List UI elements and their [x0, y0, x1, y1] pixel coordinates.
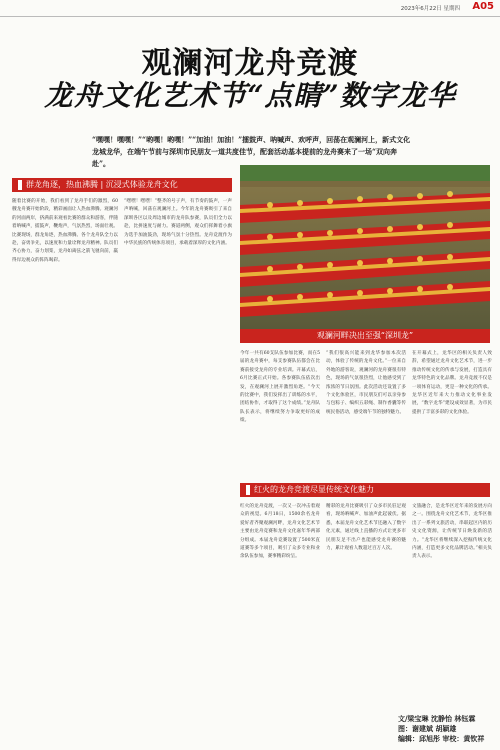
article-column: 精彩的龙舟比赛吸引了众多市民驻足观看，现场呐喊声、加油声此起彼伏。据悉，本届龙舟文化艺术节还融入了数字化元素，通过线上直播的方式让更多市民朋友足不出户也能感受龙舟赛的魅力，累计观看人数超过百万人次。 — [326, 504, 406, 552]
headline-main: 观澜河龙舟竞渡 — [141, 46, 359, 81]
lead-paragraph: “嘿嘿！嘿嘿！”“哟嘿！哟嘿！”“加油！加油！”擂鼓声、呐喊声、欢呼声，回荡在观澜河上，新式文化龙城龙华，在端午节前与深圳市民朋友一道共度佳节，配套活动基本提前的龙舟赛来了一场“双向奔赴”。 — [92, 135, 411, 168]
article-column: 文旅融合，是龙华区近年来的发展方向之一。围绕龙舟文化艺术节，龙华区推出了一系列文旅活动，串联起区内的历史文化资源，让传统节日焕发新的活力。“龙华区将继续深入挖掘传统文化内涵，打造更多文化品牌活动。”相关负责人表示。 — [412, 504, 492, 560]
page-header — [0, 0, 500, 17]
article-column: “嘿嘿！嘿嘿！”整齐的号子声，有节奏的鼓声，一声声呐喊，回荡在观澜河上。今年的龙舟赛吸引了来自深圳各区以及周边城市的龙舟队参赛，队员们全力以赴，比拼速度与耐力。赛道两侧，观众们挥舞着小旗为选手加油鼓劲，现场气氛十分热烈。龙舟竞渡作为中华民族的传统体育项目，承载着深厚的文化内涵。 — [124, 199, 232, 247]
section-banner-1 — [12, 178, 232, 192]
article-column: 红火的龙舟竞渡，一次又一次冲击着观众的视觉。6月18日，1500余名龙舟爱好者齐聚观澜河畔，龙舟文化艺术节主要由龙舟竞赛和龙舟文化嘉年华两部分组成。本届龙舟竞赛设置了500米直道赛等多个项目，吸引了众多专业和业余队伍参加，赛事精彩纷呈。 — [240, 504, 320, 560]
photo-caption: 观澜河畔决出至强“深圳龙” — [240, 329, 490, 343]
dragon-boat-photo — [240, 165, 490, 329]
article-column: 今年一共有60支队伍参加比赛，而在5届的龙舟赛中，每支参赛队伍都会在比赛前接受龙舟的专业培训。开幕式后，6月比赛正式开始。各参赛队伍依次出发，在观澜河上展开激烈角逐。“今天的比赛中，我们发挥出了训练的水平，团结协作，才取得了这个成绩。”龙舟队队长表示，将继续努力争取更好的成绩。 — [240, 351, 320, 424]
page-number: A05 — [472, 1, 494, 12]
section-marker-icon — [18, 180, 22, 190]
byline — [398, 714, 493, 744]
article-column: “我们很高兴能来到龙华参加本次活动，体验了传统的龙舟文化。”一位来自外地的游客说，观澜河的龙舟赛很有特色，现场的气氛很热烈，让他感受到了浓浓的节日氛围。此次活动还设置了多个文化体验区，市民朋友们可以亲身参与包粽子、编织五彩绳、制作香囊等传统民俗活动，感受端午节的独特魅力。 — [326, 351, 406, 415]
headline-sub: 龙舟文化艺术节“点睛”数字龙华 — [44, 79, 456, 112]
byline-writers: 文/梁宝琳 沈静怡 林钰霖 — [398, 714, 476, 723]
dragon-boat-image — [240, 165, 490, 329]
section-marker-icon — [246, 485, 250, 495]
section-title-2: 红火的龙舟竞渡尽显传统文化魅力 — [254, 485, 374, 494]
article-column: 随着比赛的开始，我们看到了龙舟手们的激烈，60艘龙舟赛开始阶段，精彩画面让人热血沸腾。观澜河的河面两岸，挤满前来观看比赛的群众和游客，伴随着呐喊声，擂鼓声，鞭炮声，气氛热烈，场面壮观。比赛现场，群龙角逐，热血沸腾。各个龙舟队全力以赴，奋勇争先，以速度和力量诠释龙舟精神。队员们齐心协力，奋力划桨，龙舟如离弦之箭飞驰向前，赢得岸边观众的阵阵喝彩。 — [12, 199, 118, 263]
section-banner-2 — [240, 483, 490, 497]
byline-photographers: 图：谢建斌 胡颖雄 — [398, 724, 457, 733]
section-title-1: 群龙角逐，热血沸腾 | 沉浸式体验龙舟文化 — [26, 180, 178, 189]
byline-editors: 编辑：邱旭彤 审校：黄钦祥 — [398, 734, 485, 743]
issue-date: 2023年6月22日 星期四 — [400, 6, 460, 12]
article-column: 在开幕式上，龙华区的相关负责人致辞，希望通过龙舟文化艺术节，进一步推动传统文化的传承与发展，打造具有龙华特色的文化品牌。龙舟竞渡不仅是一项体育运动，更是一种文化的传承。龙华区近年来大力推动文化事业发展，“数字龙华”建设成效显著，为市民提供了丰富多彩的文化体验。 — [412, 351, 492, 415]
